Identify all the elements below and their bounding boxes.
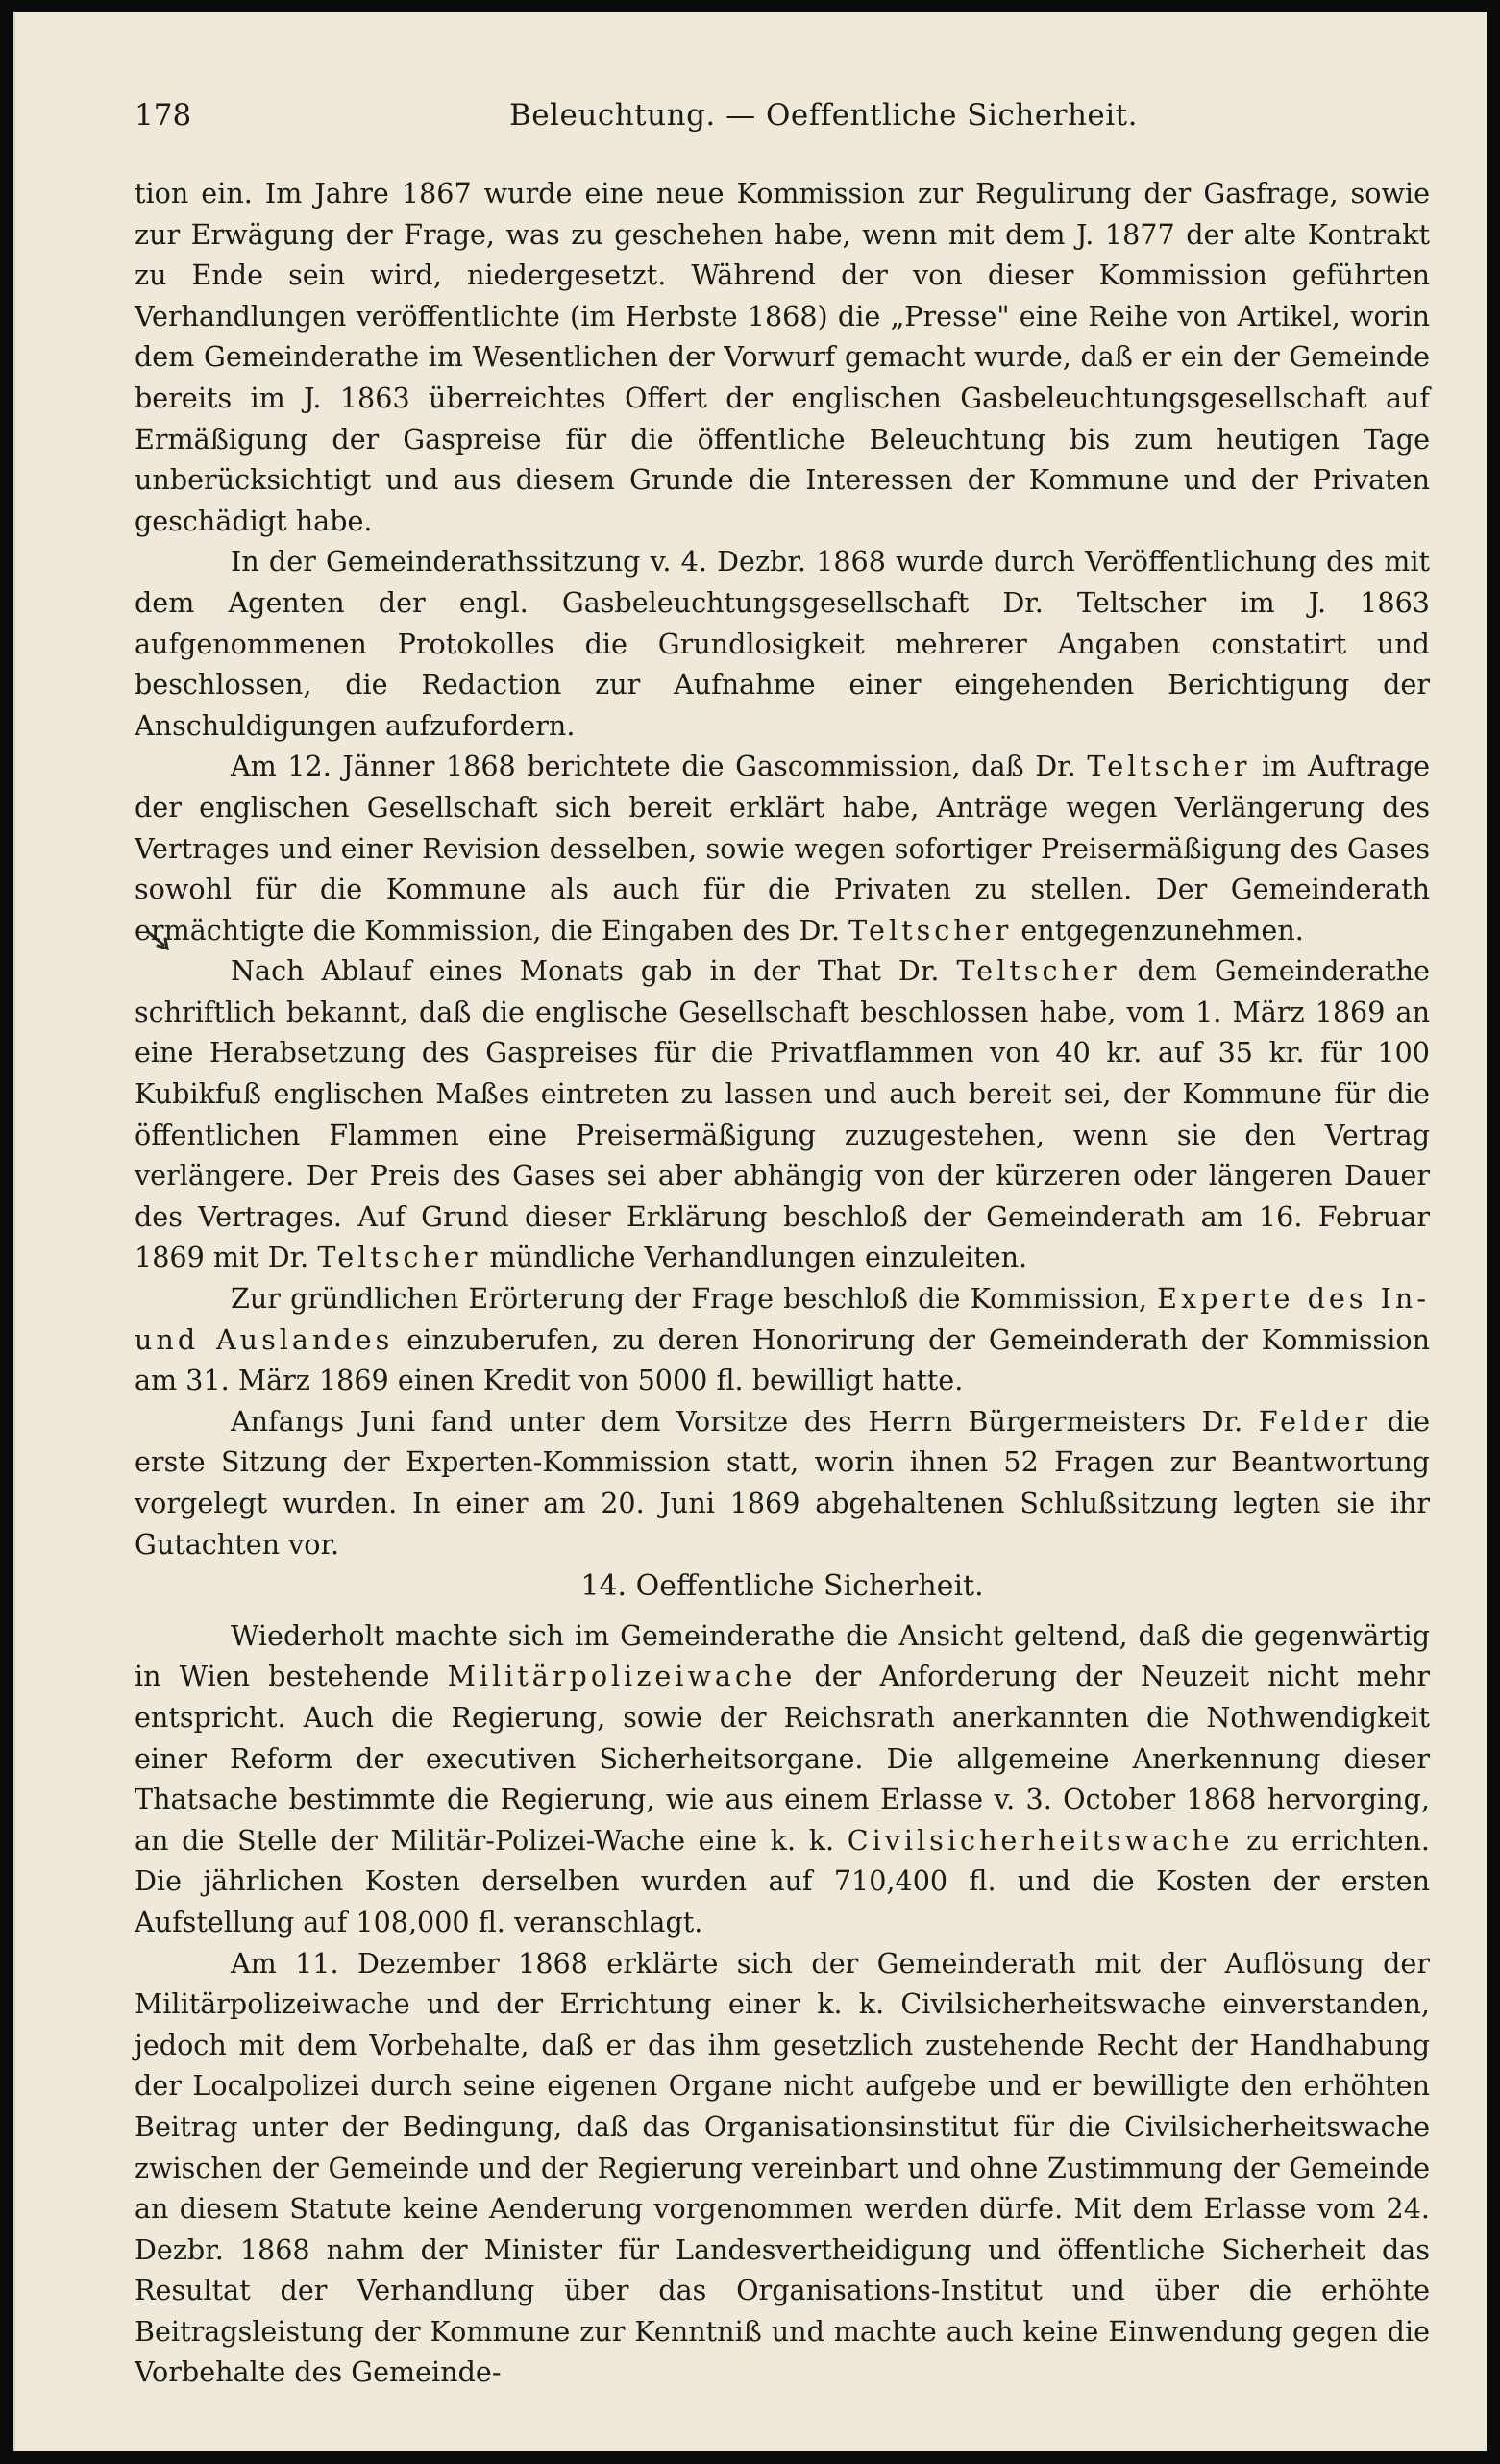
text-run: Anfangs Juni fand unter dem Vorsitze des Herrn Bürgermeisters Dr. [231, 1404, 1243, 1438]
text-run: Zur gründlichen Erörterung der Frage beschloß die Kommission, [231, 1282, 1147, 1316]
paragraph: Am 11. Dezember 1868 erklärte sich der Gemeinderath mit der Auflösung der Militärpolizeiwache und der Errichtung einer k. k. Civilsicherheitswache einverstanden, jedoch mit dem Vorbehalte, daß er das ihm gesetzlich zustehende Recht der Handhabung der Localpolizei durch seine eigenen Organe nicht aufgebe und er bewilligte den erhöhten Beitrag unter der Bedingung, daß das Organisationsinstitut für die Civilsicherheitswache zwischen der Gemeinde und der Regierung vereinbart und ohne Zustimmung der Gemeinde an diesem Statute keine Aenderung vorgenommen werden dürfe. Mit dem Erlasse vom 24. Dezbr. 1868 nahm der Minister für Landesvertheidigung und öffentliche Sicherheit das Resultat der Verhandlung über das Organisations-Institut und über die erhöhte Beitragsleistung der Kommune zur Kenntniß und machte auch keine Einwendung gegen die Vorbehalte des Gemeinde- [135, 1946, 1430, 2389]
paragraph [135, 746, 1430, 950]
text-run: einzuberufen, zu deren Honorirung der Gemeinderath der Kommission am 31. März 1869 einen Kredit von 5000 fl. bewilligt hatte. [135, 1322, 1430, 1397]
running-title: Beleuchtung. — Oeffentliche Sicherheit. [509, 98, 1138, 133]
text-run: entgegenzunehmen. [1020, 913, 1304, 947]
spaced-name: Teltscher [956, 954, 1120, 988]
spaced-phrase: Experte des In- und Auslandes [135, 1282, 1431, 1356]
page-number: 178 [135, 98, 192, 133]
page-header [135, 98, 1432, 146]
text-run: die erste Sitzung der Experten-Kommission statt, worin ihnen 52 Fragen zur Beantwortung vorgelegt wurden. In einer am 20. Juni 1869 abgehaltenen Schlußsitzung legten sie ihr Gutachten vor. [135, 1404, 1431, 1561]
paragraph [135, 1615, 1430, 1943]
text-run: im Auftrage der englischen Gesellschaft sich bereit erklärt habe, Anträge wegen Verlängerung des Vertrages und einer Revision desselben, sowie wegen sofortiger Preisermäßigung des Gases sowohl für die Kommune als auch für die Privaten zu stellen. Der Gemeinderath ermächtigte die Kommission, die Eingaben des Dr. [135, 750, 1431, 947]
paragraph: In der Gemeinderathssitzung v. 4. Dezbr. 1868 wurde durch Veröffentlichung des mit dem Agenten der engl. Gasbeleuchtungsgesellschaft Dr. Teltscher im J. 1863 aufgenommenen Protokolles die Grundlosigkeit mehrerer Angaben constatirt und beschlossen, die Redaction zur Aufnahme einer eingehenden Berichtigung der Anschuldigungen aufzufordern. [135, 545, 1430, 742]
text-run: dem Gemeinderathe schriftlich bekannt, daß die englische Gesellschaft beschlossen habe, vom 1. März 1869 an eine Herabsetzung des Gaspreises für die Privatflammen von 40 kr. auf 35 kr. für 100 Kubikfuß englischen Maßes eintreten zu lassen und auch bereit sei, der Kommune für die öffentlichen Flammen eine Preisermäßigung zuzugestehen, wenn sie den Vertrag verlängere. Der Preis des Gases sei aber abhängig von der kürzeren oder längeren Dauer des Vertrages. Auf Grund dieser Erklärung beschloß der Gemeinderath am 16. Februar 1869 mit Dr. [135, 954, 1431, 1274]
text-run: Am 12. Jänner 1868 berichtete die Gascommission, daß Dr. [231, 750, 1076, 783]
text-run: mündliche Verhandlungen einzuleiten. [489, 1241, 1028, 1274]
spaced-name: Teltscher [848, 913, 1013, 947]
paragraph [135, 950, 1430, 1278]
text-run: Wiederholt machte sich im Gemeinderathe die Ansicht geltend, daß die gegenwärtig in Wien bestehende [135, 1618, 1430, 1693]
text-run: zu errichten. Die jährlichen Kosten derselben wurden auf 710,400 fl. und die Kosten der ersten Aufstellung auf 108,000 fl. veranschlagt. [135, 1823, 1430, 1938]
spaced-phrase: Civilsicherheitswache [847, 1823, 1234, 1857]
section-heading: 14. Oeffentliche Sicherheit. [580, 1569, 984, 1604]
book-page [13, 12, 1487, 2451]
text-run: der Anforderung der Neuzeit nicht mehr entspricht. Auch die Regierung, sowie der Reichsrath anerkannten die Nothwendigkeit einer Reform der executiven Sicherheitsorgane. Die allgemeine Anerkennung dieser Thatsache bestimmte die Regierung, wie aus einem Erlasse v. 3. October 1868 hervorging, an die Stelle der Militär-Polizei-Wache eine k. k. [135, 1660, 1430, 1857]
text-run: Nach Ablauf eines Monats gab in der That Dr. [231, 954, 940, 988]
spaced-name: Teltscher [1087, 750, 1251, 783]
spaced-phrase: Militärpolizeiwache [447, 1660, 797, 1693]
paragraph: tion ein. Im Jahre 1867 wurde eine neue Kommission zur Regulirung der Gasfrage, sowie zur Erwägung der Frage, was zu geschehen habe, wenn mit dem J. 1877 der alte Kontrakt zu Ende sein wird, niedergesetzt. Während der von dieser Kommission geführten Verhandlungen veröffentlichte (im Herbste 1868) die „Presse" eine Reihe von Artikel, worin dem Gemeinderathe im Wesentlichen der Vorwurf gemacht wurde, daß er ein der Gemeinde bereits im J. 1863 überreichtes Offert der englischen Gasbeleuchtungsgesellschaft auf Ermäßigung der Gaspreise für die öffentliche Beleuchtung bis zum heutigen Tage unberücksichtigt und aus diesem Grunde die Interessen der Kommune und der Privaten geschädigt habe. [135, 177, 1430, 537]
spaced-name: Felder [1258, 1404, 1372, 1438]
body-text [135, 173, 1430, 2393]
paragraph [135, 1401, 1430, 1565]
paragraph [135, 1278, 1430, 1401]
spaced-name: Teltscher [317, 1241, 481, 1274]
